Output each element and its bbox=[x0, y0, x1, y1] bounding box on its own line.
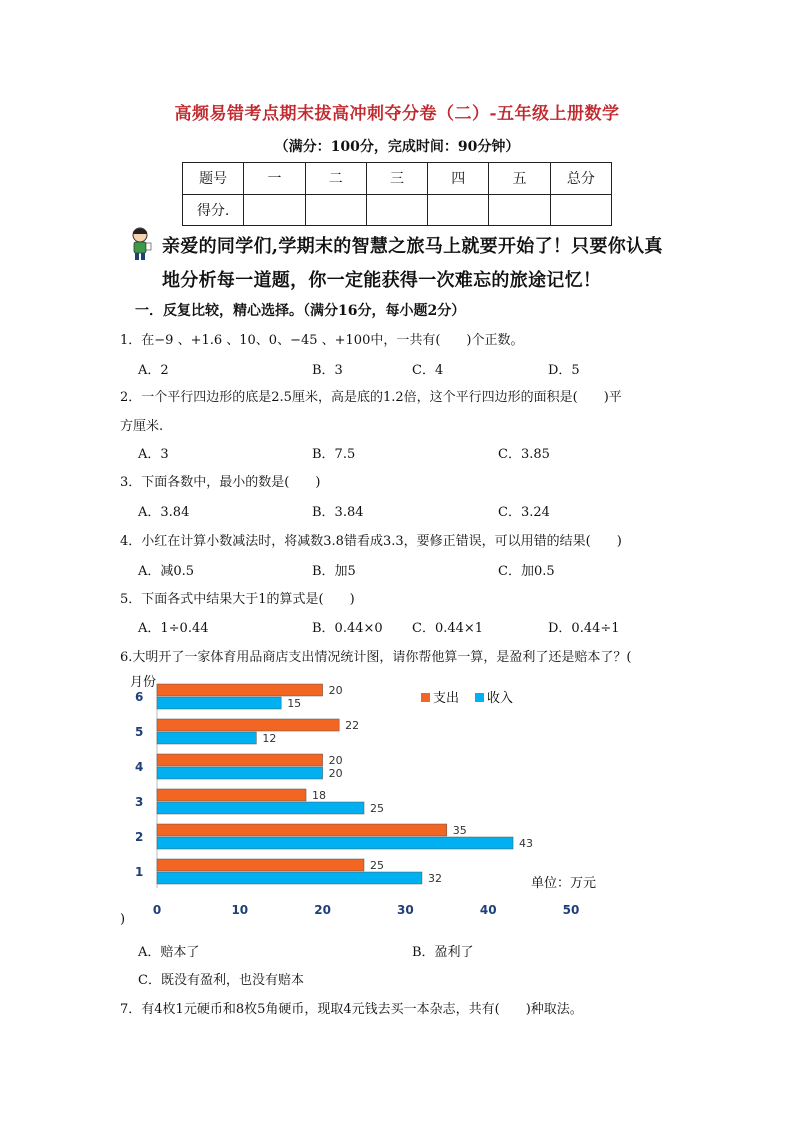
category-label-month-5: 5 bbox=[135, 725, 144, 739]
bar-value-label: 20 bbox=[328, 684, 343, 697]
score-row-label: 得分. bbox=[183, 194, 244, 226]
bar-expense-month-6 bbox=[157, 684, 323, 696]
bar-income-month-1 bbox=[157, 872, 422, 884]
bar-expense-month-5 bbox=[157, 719, 339, 731]
question-6-closing: ) bbox=[120, 912, 126, 927]
score-header-cell: 四 bbox=[428, 163, 489, 195]
q3-option-b[interactable]: B．3.84 bbox=[312, 505, 364, 520]
category-label-month-3: 3 bbox=[135, 795, 144, 809]
bar-income-month-6 bbox=[157, 697, 281, 709]
question-4: 4．小红在计算小数减法时，将减数3.8错看成3.3，要修正错误，可以用错的结果( ) bbox=[120, 534, 622, 549]
legend-swatch-income bbox=[475, 693, 484, 702]
score-cell[interactable] bbox=[550, 194, 611, 226]
q2-option-b[interactable]: B．7.5 bbox=[312, 447, 356, 462]
bar-value-label: 43 bbox=[519, 837, 534, 850]
q1-option-c[interactable]: C．4 bbox=[412, 363, 444, 378]
student-mascot-icon bbox=[126, 226, 154, 262]
bar-expense-month-4 bbox=[157, 754, 323, 766]
score-table-score-row bbox=[183, 194, 612, 226]
legend-swatch-expense bbox=[421, 693, 430, 702]
score-table-header-row bbox=[183, 163, 612, 195]
bar-income-month-2 bbox=[157, 837, 513, 849]
expense-income-bar-chart bbox=[125, 668, 625, 918]
bar-value-label: 18 bbox=[312, 789, 327, 802]
q3-option-c[interactable]: C．3.24 bbox=[498, 505, 550, 520]
bar-value-label: 22 bbox=[345, 719, 360, 732]
bar-expense-month-2 bbox=[157, 824, 447, 836]
intro-line-1: 亲爱的同学们,学期末的智慧之旅马上就要开始了！只要你认真 bbox=[162, 236, 663, 257]
q6-option-b[interactable]: B．盈利了 bbox=[412, 945, 474, 960]
score-cell[interactable] bbox=[305, 194, 366, 226]
bar-value-label: 15 bbox=[287, 697, 302, 710]
q3-option-a[interactable]: A．3.84 bbox=[138, 505, 190, 520]
score-header-cell: 五 bbox=[489, 163, 550, 195]
q1-option-b[interactable]: B．3 bbox=[312, 363, 343, 378]
chart-unit-label: 单位：万元 bbox=[531, 876, 597, 891]
x-tick-label: 30 bbox=[397, 903, 414, 917]
chart-legend bbox=[421, 690, 513, 706]
score-header-cell: 二 bbox=[305, 163, 366, 195]
page-title: 高频易错考点期末拔高冲刺夺分卷（二）-五年级上册数学 bbox=[174, 104, 620, 124]
q5-option-c[interactable]: C．0.44×1 bbox=[412, 621, 484, 636]
question-1: 1．在−9 、+1.6 、10、0、−45 、+100中，一共有( )个正数。 bbox=[120, 333, 524, 348]
bar-expense-month-3 bbox=[157, 789, 306, 801]
category-label-month-6: 6 bbox=[135, 690, 144, 704]
x-tick-label: 0 bbox=[152, 903, 162, 917]
score-cell[interactable] bbox=[366, 194, 427, 226]
score-table bbox=[182, 162, 612, 226]
legend-label-income: 收入 bbox=[487, 691, 514, 706]
bar-income-month-4 bbox=[157, 767, 323, 779]
x-tick-label: 40 bbox=[479, 903, 497, 917]
score-header-cell: 一 bbox=[244, 163, 305, 195]
legend-label-expense: 支出 bbox=[433, 691, 460, 706]
bar-value-label: 35 bbox=[452, 824, 467, 837]
x-tick-label: 10 bbox=[231, 903, 249, 917]
question-2: 2．一个平行四边形的底是2.5厘米，高是底的1.2倍，这个平行四边形的面积是( )平 bbox=[120, 390, 622, 405]
bar-value-label: 25 bbox=[370, 859, 384, 872]
category-label-month-2: 2 bbox=[135, 830, 144, 844]
q6-option-a[interactable]: A．赔本了 bbox=[138, 945, 200, 960]
question-2-continued: 方厘米. bbox=[120, 419, 164, 434]
q1-option-d[interactable]: D．5 bbox=[548, 363, 580, 378]
q2-option-c[interactable]: C．3.85 bbox=[498, 447, 550, 462]
x-tick-label: 20 bbox=[314, 903, 331, 917]
q4-option-b[interactable]: B．加5 bbox=[312, 564, 356, 579]
bar-income-month-3 bbox=[157, 802, 364, 814]
category-label-month-1: 1 bbox=[135, 865, 144, 879]
x-tick-label: 50 bbox=[562, 903, 580, 917]
bar-value-label: 20 bbox=[328, 767, 343, 780]
category-label-month-4: 4 bbox=[135, 760, 144, 774]
q4-option-a[interactable]: A．减0.5 bbox=[138, 564, 195, 579]
bar-value-label: 32 bbox=[427, 872, 442, 885]
bar-income-month-5 bbox=[157, 732, 256, 744]
page-subtitle: （满分：100分，完成时间：90分钟） bbox=[274, 139, 520, 155]
q6-option-c[interactable]: C．既没有盈利，也没有赔本 bbox=[138, 973, 304, 988]
intro-line-2: 地分析每一道题，你一定能获得一次难忘的旅途记忆！ bbox=[162, 270, 602, 291]
q5-option-d[interactable]: D．0.44÷1 bbox=[548, 621, 620, 636]
score-cell[interactable] bbox=[428, 194, 489, 226]
score-header-cell: 总分 bbox=[550, 163, 611, 195]
q1-option-a[interactable]: A．2 bbox=[138, 363, 169, 378]
score-cell[interactable] bbox=[244, 194, 305, 226]
score-header-cell: 题号 bbox=[183, 163, 244, 195]
bar-expense-month-1 bbox=[157, 859, 364, 871]
score-header-cell: 三 bbox=[366, 163, 427, 195]
bar-value-label: 25 bbox=[370, 802, 384, 815]
section-1-title: 一．反复比较，精心选择。（满分16分，每小题2分） bbox=[135, 303, 466, 319]
score-cell[interactable] bbox=[489, 194, 550, 226]
q5-option-b[interactable]: B．0.44×0 bbox=[312, 621, 383, 636]
bar-value-label: 20 bbox=[328, 754, 343, 767]
bar-value-label: 12 bbox=[262, 732, 277, 745]
question-7: 7．有4枚1元硬币和8枚5角硬币，现取4元钱去买一本杂志，共有( )种取法。 bbox=[120, 1002, 583, 1017]
q2-option-a[interactable]: A．3 bbox=[138, 447, 169, 462]
q4-option-c[interactable]: C．加0.5 bbox=[498, 564, 555, 579]
q5-option-a[interactable]: A．1÷0.44 bbox=[138, 621, 209, 636]
chart-ylabel: 月份 bbox=[130, 675, 157, 690]
question-5: 5．下面各式中结果大于1的算式是( ) bbox=[120, 592, 355, 607]
question-3: 3．下面各数中，最小的数是( ) bbox=[120, 475, 321, 490]
question-6: 6.大明开了一家体育用品商店支出情况统计图，请你帮他算一算，是盈利了还是赔本了？( bbox=[120, 650, 632, 665]
